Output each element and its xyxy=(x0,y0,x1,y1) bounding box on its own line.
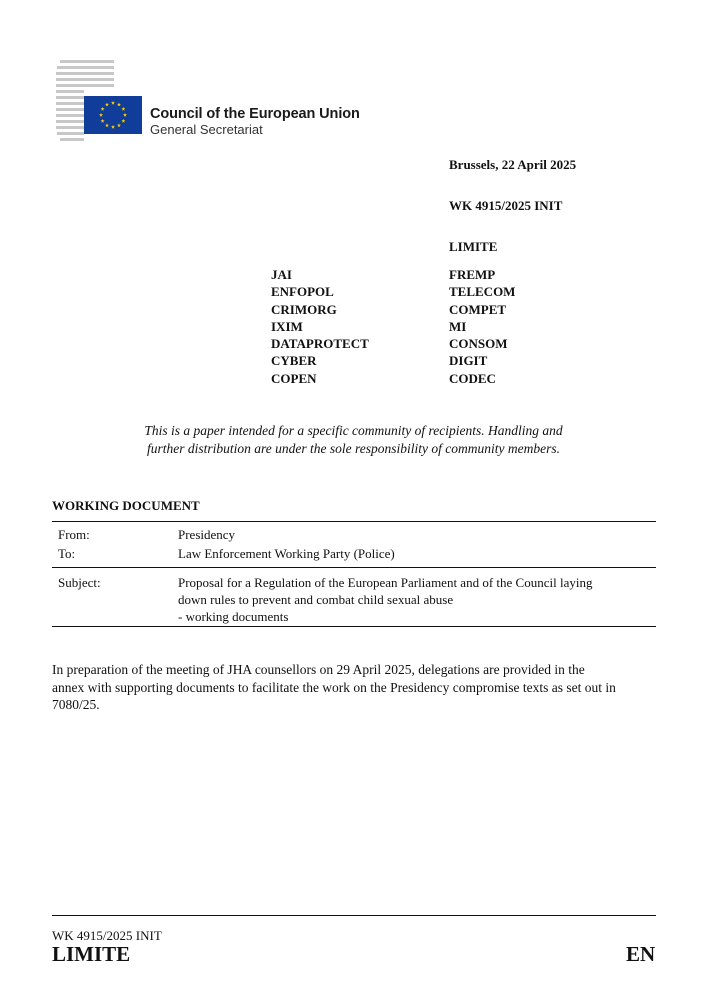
subject-value xyxy=(178,574,656,625)
subject-line: Proposal for a Regulation of the European Parliament and of the Council laying xyxy=(178,575,593,590)
footer-language: EN xyxy=(626,942,656,966)
code-item: TELECOM xyxy=(449,284,516,300)
subject-row xyxy=(52,568,656,625)
body-line: annex with supporting documents to facilitate the work on the Presidency compromise texts as set out in xyxy=(52,679,616,695)
to-value: Law Enforcement Working Party (Police) xyxy=(178,546,395,561)
body-paragraph xyxy=(52,661,656,714)
subject-line: - working documents xyxy=(178,609,289,624)
document-reference: WK 4915/2025 INIT xyxy=(449,198,563,213)
code-item: JAI xyxy=(271,267,292,282)
footer-classification: LIMITE xyxy=(52,942,131,966)
code-item: ENFOPOL xyxy=(271,284,334,300)
eu-flag-icon xyxy=(84,96,142,134)
document-type-heading: WORKING DOCUMENT xyxy=(52,498,200,513)
code-item: MI xyxy=(449,318,467,334)
subject-label: Subject: xyxy=(58,575,101,590)
institution-name-line1: Council of the European Union xyxy=(150,106,360,122)
to-label: To: xyxy=(58,546,76,561)
subject-line: down rules to prevent and combat child sexual abuse xyxy=(178,592,454,607)
code-item: COMPET xyxy=(449,301,507,317)
from-value: Presidency xyxy=(178,527,236,542)
code-item: IXIM xyxy=(271,318,303,334)
code-item: FREMP xyxy=(449,267,496,282)
from-label: From: xyxy=(58,527,90,542)
code-item: COPEN xyxy=(271,370,317,386)
code-item: CODEC xyxy=(449,370,496,386)
code-item: DIGIT xyxy=(449,353,488,369)
body-line: In preparation of the meeting of JHA counsellors on 29 April 2025, delegations are provided in the xyxy=(52,662,585,677)
institution-name xyxy=(150,106,360,138)
handling-notice-line2: further distribution are under the sole responsibility of community members. xyxy=(147,441,560,456)
footer-reference: WK 4915/2025 INIT xyxy=(52,928,162,943)
body-line: 7080/25. xyxy=(52,697,100,712)
table-bottom-rule xyxy=(52,626,656,627)
institution-name-line2: General Secretariat xyxy=(150,122,263,137)
handling-notice-line1: This is a paper intended for a specific community of recipients. Handling and xyxy=(144,423,563,438)
footer-rule xyxy=(52,915,656,916)
distribution-codes-left xyxy=(271,266,369,387)
classification-marking: LIMITE xyxy=(449,239,498,254)
header-table xyxy=(52,522,656,625)
code-item: CRIMORG xyxy=(271,301,337,317)
code-item: CONSOM xyxy=(449,336,508,352)
from-row xyxy=(52,522,656,546)
document-date: Brussels, 22 April 2025 xyxy=(449,157,577,172)
handling-notice xyxy=(100,422,607,458)
code-item: DATAPROTECT xyxy=(271,336,369,352)
code-item: CYBER xyxy=(271,353,317,369)
to-row xyxy=(52,546,656,568)
distribution-codes-right xyxy=(449,266,515,387)
